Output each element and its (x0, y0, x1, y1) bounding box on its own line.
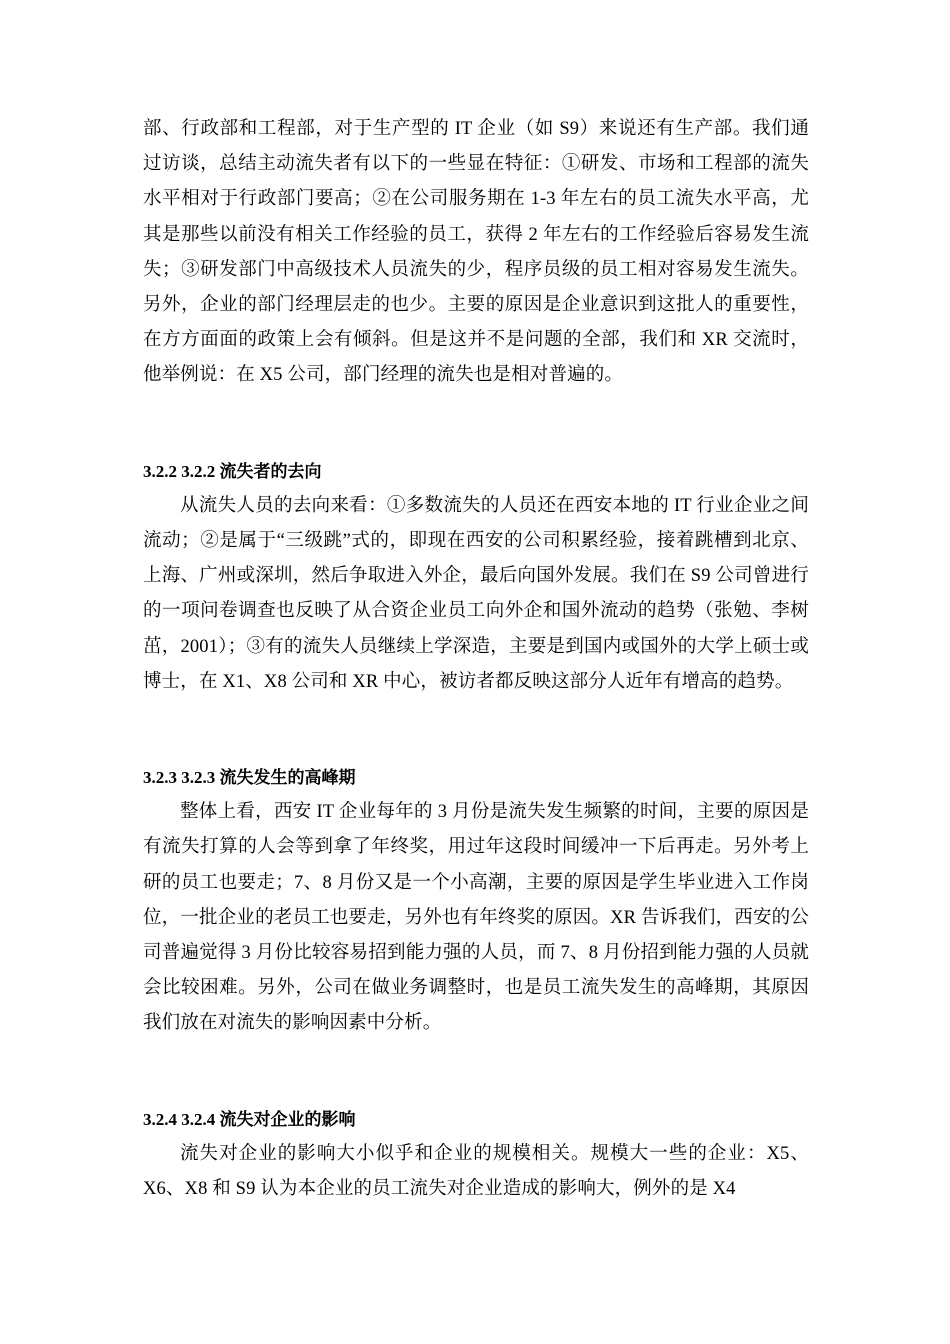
section-body-peak-period: 整体上看，西安 IT 企业每年的 3 月份是流失发生频繁的时间，主要的原因是有流失打算的人会等到拿了年终奖，用过年这段时间缓冲一下后再走。另外考上研的员工也要走；7、8 月份又是一个小高潮，主要的原因是学生毕业进入工作岗位，一批企业的老员工也要走，另外也有年终奖的原因。XR 告诉我们，西安的公司普遍觉得 3 月份比较容易招到能力强的人员，而 7、8 月份招到能力强的人员就会比较困难。另外，公司在做业务调整时，也是员工流失发生的高峰期，其原因我们放在对流失的影响因素中分析。 (143, 802, 809, 1034)
section-spacer (143, 700, 809, 760)
section-spacer (143, 394, 809, 454)
document-body (143, 112, 809, 1207)
intro-paragraph: 部、行政部和工程部，对于生产型的 IT 企业（如 S9）来说还有生产部。我们通过访谈，总结主动流失者有以下的一些显在特征：①研发、市场和工程部的流失水平相对于行政部门要高；②在公司服务期在 1-3 年左右的员工流失水平高，尤其是那些以前没有相关工作经验的员工，获得 2 年左右的工作经验后容易发生流失；③研发部门中高级技术人员流失的少，程序员级的员工相对容易发生流失。另外，企业的部门经理层走的也少。主要的原因是企业意识到这批人的重要性，在方方面面的政策上会有倾斜。但是这并不是问题的全部，我们和 XR 交流时，他举例说：在 X5 公司，部门经理的流失也是相对普遍的。 (143, 119, 809, 386)
section-spacer (143, 1042, 809, 1102)
section-heading-peak-period: 3.2.3 3.2.3 流失发生的高峰期 (143, 768, 356, 788)
section-heading-impact: 3.2.4 3.2.4 流失对企业的影响 (143, 1109, 356, 1129)
section-body-impact: 流失对企业的影响大小似乎和企业的规模相关。规模大一些的企业：X5、X6、X8 和 S9 认为本企业的员工流失对企业造成的影响大，例外的是 X4 (143, 1143, 809, 1200)
section-body-destination: 从流失人员的去向来看：①多数流失的人员还在西安本地的 IT 行业企业之间流动；②是属于“三级跳”式的，即现在西安的公司积累经验，接着跳槽到北京、上海、广州或深圳，然后争取进入外企，最后向国外发展。我们在 S9 公司曾进行的一项问卷调查也反映了从合资企业员工向外企和国外流动的趋势（张勉、李树茁，2001）；③有的流失人员继续上学深造，主要是到国内或国外的大学上硕士或博士，在 X1、X8 公司和 XR 中心，被访者都反映这部分人近年有增高的趋势。 (143, 495, 809, 692)
section-heading-destination: 3.2.2 3.2.2 流失者的去向 (143, 461, 322, 481)
